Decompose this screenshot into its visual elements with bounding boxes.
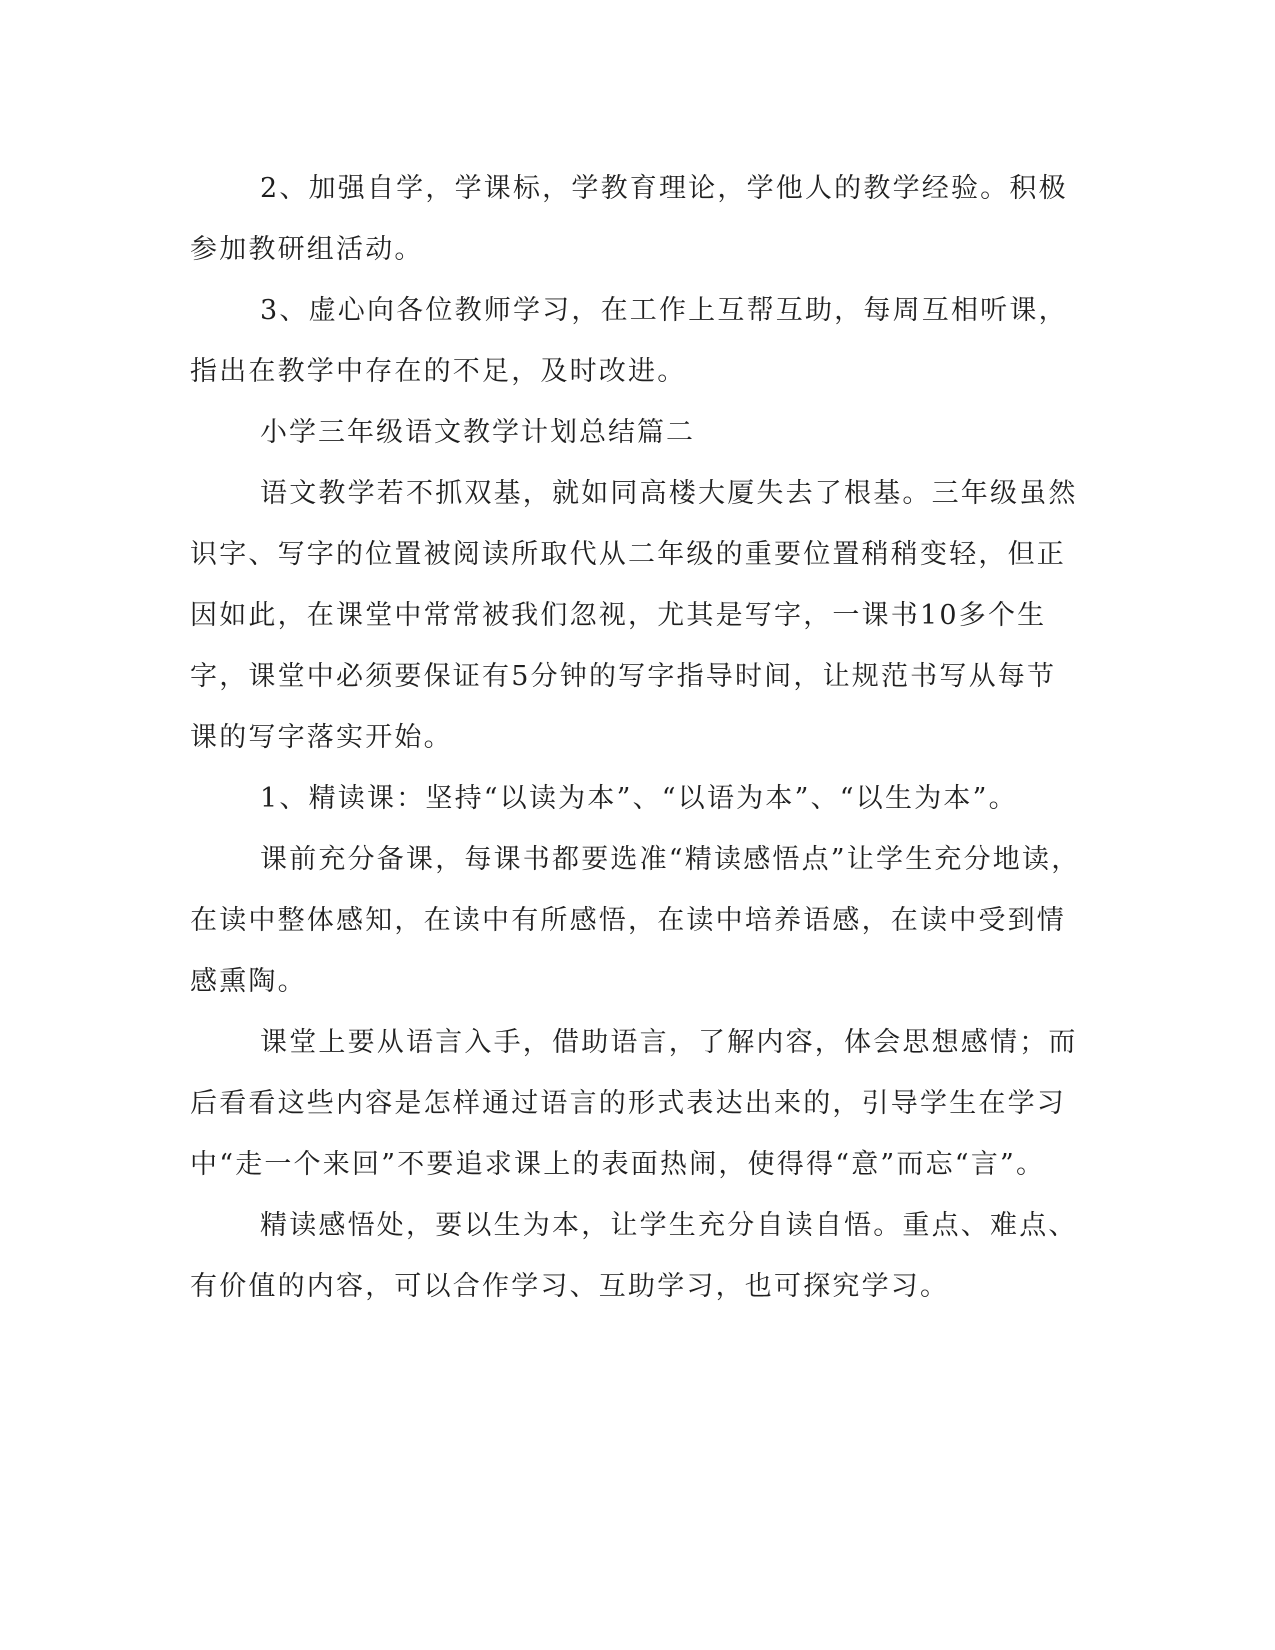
document-body: [190, 158, 1085, 1317]
paragraph-basics: 语文教学若不抓双基，就如同高楼大厦失去了根基。三年级虽然识字、写字的位置被阅读所取代从二年级的重要位置稍稍变轻，但正因如此，在课堂中常常被我们忽视，尤其是写字，一课书10多个生字，课堂中必须要保证有5分钟的写字指导时间，让规范书写从每节课的写字落实开始。: [190, 478, 1078, 753]
section-heading: 小学三年级语文教学计划总结篇二: [260, 417, 695, 448]
paragraph-lesson-preparation: 课前充分备课，每课书都要选准“精读感悟点”让学生充分地读，在读中整体感知，在读中有所感悟，在读中培养语感，在读中受到情感熏陶。: [190, 844, 1081, 997]
paragraph-self-study: 2、加强自学，学课标，学教育理论，学他人的教学经验。积极参加教研组活动。: [190, 173, 1068, 265]
paragraph-classroom-language: 课堂上要从语言入手，借助语言，了解内容，体会思想感情；而后看看这些内容是怎样通过语言的形式表达出来的，引导学生在学习中“走一个来回”不要追求课上的表面热闹，使得得“意”而忘“言”。: [190, 1027, 1078, 1180]
paragraph-student-centered: 精读感悟处，要以生为本，让学生充分自读自悟。重点、难点、有价值的内容，可以合作学习、互助学习，也可探究学习。: [190, 1210, 1078, 1302]
paragraph-intensive-reading: 1、精读课：坚持“以读为本”、“以语为本”、“以生为本”。: [260, 783, 1018, 814]
paragraph-learn-from-teachers: 3、虚心向各位教师学习，在工作上互帮互助，每周互相听课，指出在教学中存在的不足，及时改进。: [190, 295, 1068, 387]
